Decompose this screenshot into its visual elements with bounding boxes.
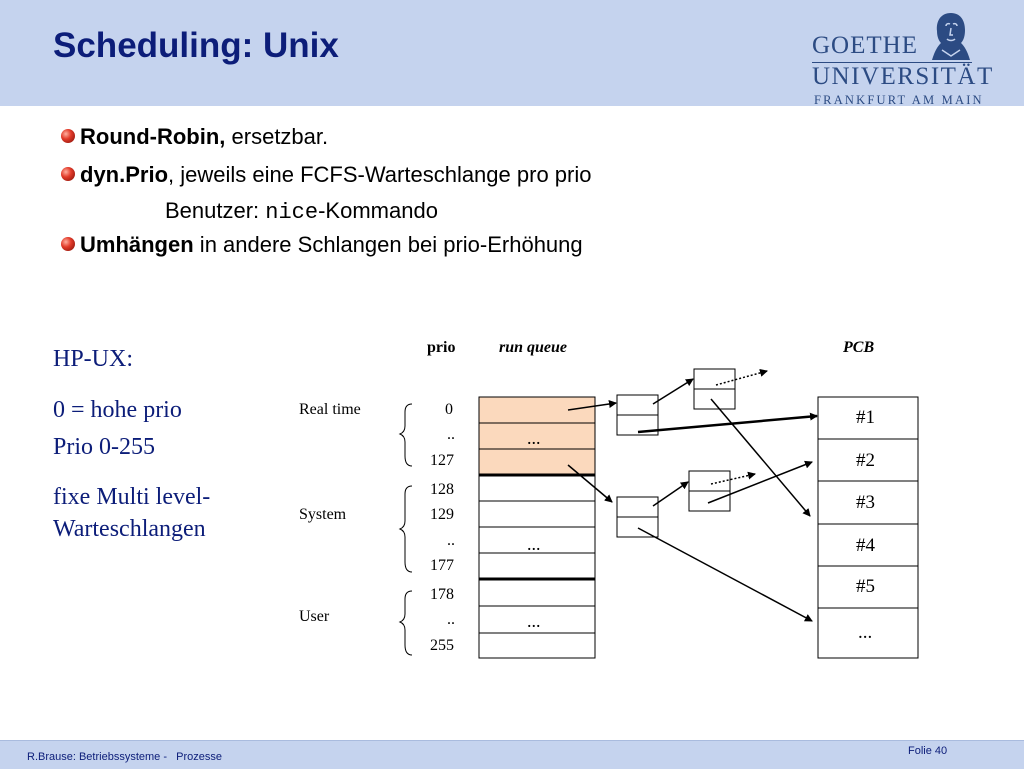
logo-line-universitaet: UNIVERSITÄT (812, 63, 994, 90)
bullet-bold: dyn.Prio (80, 162, 169, 187)
bullet-text: in andere Schlangen bei prio-Erhöhung (193, 232, 583, 257)
header-prio: prio (427, 339, 456, 356)
group-label-user: User (299, 608, 330, 625)
prio-label: 178 (430, 586, 454, 603)
queue-ellipsis: ... (527, 611, 541, 631)
note-prio-meaning: 0 = hohe prio (53, 397, 182, 423)
group-brace-user (400, 591, 412, 655)
queue-node-4 (617, 497, 658, 537)
bullet-text: , jeweils eine FCFS-Warteschlange pro prio (168, 162, 592, 187)
prio-label: 255 (430, 637, 454, 654)
slide-title: Scheduling: Unix (53, 26, 339, 65)
queue-ellipsis: ... (527, 534, 541, 554)
prio-label: 127 (430, 452, 454, 469)
pcb-entry: #5 (856, 576, 875, 597)
nice-command: nice (265, 200, 319, 225)
logo-line-frankfurt: FRANKFURT AM MAIN (814, 93, 984, 107)
group-label-system: System (299, 506, 347, 523)
footer-author: R.Brause: Betriebssysteme - Prozesse (27, 751, 223, 763)
queue-node-1 (617, 395, 658, 435)
pcb-entry: ... (858, 622, 873, 643)
bullet-bold: Umhängen (80, 232, 194, 257)
note-multilevel: fixe Multi level- (53, 484, 211, 510)
sub-bullet-suffix: -Kommando (318, 198, 438, 223)
prio-label: 129 (430, 506, 454, 523)
queue-ellipsis: ... (527, 428, 541, 448)
header-pcb: PCB (843, 339, 875, 356)
run-queue-system (479, 475, 595, 579)
sub-bullet-prefix: Benutzer: (165, 198, 266, 223)
header-run-queue: run queue (499, 339, 568, 356)
arrow-node4-node3 (653, 482, 688, 506)
prio-label: 177 (430, 557, 454, 574)
pcb-entry: #4 (856, 535, 875, 556)
note-hpux: HP-UX: (53, 346, 134, 372)
bullet-text: ersetzbar. (225, 124, 329, 149)
prio-label: .. (447, 532, 455, 549)
group-label-realtime: Real time (299, 401, 361, 418)
bullet-bold: Round-Robin, (80, 124, 226, 149)
group-brace-system (400, 486, 412, 572)
prio-label: .. (447, 611, 455, 628)
pcb-table (818, 397, 918, 658)
note-prio-range: Prio 0-255 (53, 434, 155, 460)
group-brace-realtime (400, 404, 412, 466)
note-queues: Warteschlangen (53, 516, 206, 542)
pcb-entry: #2 (856, 450, 875, 471)
arrow-node4-pcb5 (638, 528, 812, 621)
pcb-entry: #1 (856, 407, 875, 428)
footer-slide-number: Folie 40 (908, 745, 948, 757)
pcb-entry: #3 (856, 492, 875, 513)
prio-label: 0 (445, 401, 453, 418)
logo-line-goethe: GOETHE (812, 32, 918, 59)
footer-bar (0, 740, 1024, 769)
arrow-node1-node2 (653, 379, 693, 404)
prio-label: 128 (430, 481, 454, 498)
prio-label: .. (447, 426, 455, 443)
queue-node-3 (689, 471, 730, 511)
